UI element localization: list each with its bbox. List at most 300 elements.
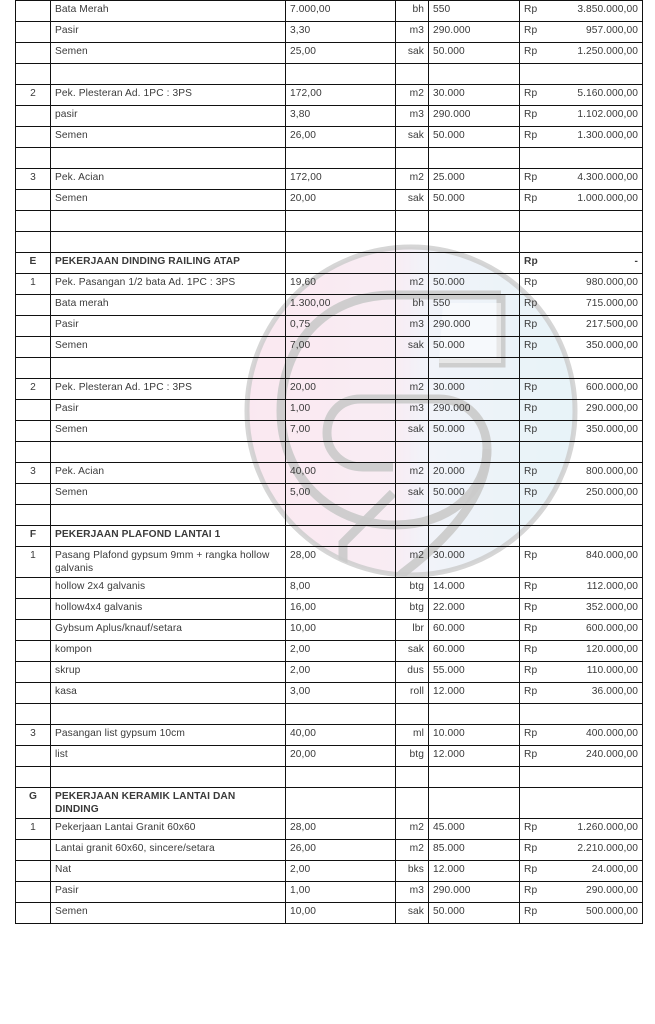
table-section-row	[16, 253, 643, 274]
row-total-cell: 5.160.000,00	[544, 85, 643, 106]
row-number-cell	[16, 861, 51, 882]
row-number-cell	[16, 232, 51, 253]
row-volume-cell: 5,00	[286, 484, 396, 505]
row-unit-price-cell: 60.000	[429, 641, 520, 662]
row-description-cell: hollow 2x4 galvanis	[51, 578, 286, 599]
row-number-cell	[16, 400, 51, 421]
row-total-cell	[544, 505, 643, 526]
row-number-cell: 1	[16, 274, 51, 295]
row-currency-cell: Rp	[520, 43, 544, 64]
row-number-cell	[16, 316, 51, 337]
row-description-cell: Pekerjaan Lantai Granit 60x60	[51, 819, 286, 840]
row-unit-cell	[396, 505, 429, 526]
row-description-cell: Pek. Plesteran Ad. 1PC : 3PS	[51, 85, 286, 106]
row-unit-price-cell: 50.000	[429, 903, 520, 924]
table-row	[16, 190, 643, 211]
row-volume-cell: 26,00	[286, 127, 396, 148]
row-number-cell	[16, 882, 51, 903]
row-currency-cell	[520, 505, 544, 526]
row-currency-cell: Rp	[520, 1, 544, 22]
row-description-cell: pasir	[51, 106, 286, 127]
row-description-cell: Pasir	[51, 882, 286, 903]
table-row	[16, 295, 643, 316]
row-volume-cell	[286, 211, 396, 232]
table-row	[16, 840, 643, 861]
row-volume-cell: 28,00	[286, 547, 396, 578]
table-spacer-row	[16, 358, 643, 379]
row-description-cell	[51, 64, 286, 85]
row-number-cell	[16, 683, 51, 704]
table-row	[16, 169, 643, 190]
row-total-cell: 120.000,00	[544, 641, 643, 662]
row-volume-cell: 1.300,00	[286, 295, 396, 316]
row-unit-cell	[396, 64, 429, 85]
row-unit-cell: m3	[396, 400, 429, 421]
row-volume-cell: 40,00	[286, 725, 396, 746]
row-volume-cell	[286, 148, 396, 169]
row-total-cell	[544, 788, 643, 819]
row-total-cell	[544, 232, 643, 253]
row-unit-cell	[396, 358, 429, 379]
row-description-cell: Pasir	[51, 22, 286, 43]
row-volume-cell: 40,00	[286, 463, 396, 484]
row-number-cell	[16, 127, 51, 148]
row-unit-price-cell: 550	[429, 295, 520, 316]
row-currency-cell: Rp	[520, 484, 544, 505]
row-unit-price-cell: 50.000	[429, 190, 520, 211]
row-currency-cell: Rp	[520, 337, 544, 358]
row-total-cell: 1.250.000,00	[544, 43, 643, 64]
row-unit-cell: sak	[396, 421, 429, 442]
row-currency-cell	[520, 704, 544, 725]
row-description-cell: Nat	[51, 861, 286, 882]
row-unit-cell: sak	[396, 190, 429, 211]
row-currency-cell: Rp	[520, 190, 544, 211]
row-description-cell: Lantai granit 60x60, sincere/setara	[51, 840, 286, 861]
row-description-cell	[51, 442, 286, 463]
row-description-cell: Bata Merah	[51, 1, 286, 22]
row-currency-cell: Rp	[520, 882, 544, 903]
row-unit-price-cell: 50.000	[429, 421, 520, 442]
row-volume-cell: 1,00	[286, 882, 396, 903]
row-currency-cell	[520, 148, 544, 169]
row-unit-price-cell	[429, 788, 520, 819]
row-unit-price-cell: 290.000	[429, 22, 520, 43]
row-currency-cell: Rp	[520, 620, 544, 641]
row-unit-cell: btg	[396, 599, 429, 620]
row-volume-cell: 28,00	[286, 819, 396, 840]
table-row	[16, 746, 643, 767]
row-volume-cell	[286, 253, 396, 274]
row-number-cell	[16, 505, 51, 526]
row-number-cell	[16, 1, 51, 22]
row-unit-cell: bh	[396, 295, 429, 316]
row-currency-cell: Rp	[520, 274, 544, 295]
cost-estimate-table	[15, 0, 643, 924]
row-total-cell	[544, 211, 643, 232]
row-number-cell	[16, 578, 51, 599]
row-number-cell	[16, 641, 51, 662]
row-volume-cell: 19,60	[286, 274, 396, 295]
row-volume-cell: 2,00	[286, 861, 396, 882]
row-volume-cell: 3,00	[286, 683, 396, 704]
table-row	[16, 662, 643, 683]
row-volume-cell: 2,00	[286, 641, 396, 662]
row-description-cell: PEKERJAAN PLAFOND LANTAI 1	[51, 526, 286, 547]
row-currency-cell: Rp	[520, 903, 544, 924]
row-description-cell: Pek. Pasangan 1/2 bata Ad. 1PC : 3PS	[51, 274, 286, 295]
table-spacer-row	[16, 505, 643, 526]
row-volume-cell: 20,00	[286, 379, 396, 400]
row-volume-cell: 172,00	[286, 169, 396, 190]
row-unit-price-cell: 60.000	[429, 620, 520, 641]
row-number-cell	[16, 840, 51, 861]
row-description-cell: skrup	[51, 662, 286, 683]
row-unit-price-cell	[429, 442, 520, 463]
table-row	[16, 127, 643, 148]
row-description-cell	[51, 148, 286, 169]
row-unit-cell: m2	[396, 274, 429, 295]
row-unit-price-cell: 30.000	[429, 379, 520, 400]
row-currency-cell: Rp	[520, 840, 544, 861]
row-unit-cell: sak	[396, 484, 429, 505]
row-description-cell: Semen	[51, 190, 286, 211]
table-row	[16, 379, 643, 400]
row-number-cell: 2	[16, 379, 51, 400]
table-row	[16, 85, 643, 106]
row-volume-cell: 3,30	[286, 22, 396, 43]
row-description-cell: hollow4x4 galvanis	[51, 599, 286, 620]
table-spacer-row	[16, 767, 643, 788]
row-volume-cell: 2,00	[286, 662, 396, 683]
row-unit-price-cell: 25.000	[429, 169, 520, 190]
row-unit-cell	[396, 211, 429, 232]
row-description-cell: Pek. Plesteran Ad. 1PC : 3PS	[51, 379, 286, 400]
row-total-cell: 4.300.000,00	[544, 169, 643, 190]
row-number-cell: 3	[16, 463, 51, 484]
row-description-cell: kasa	[51, 683, 286, 704]
row-total-cell: 500.000,00	[544, 903, 643, 924]
row-total-cell: 290.000,00	[544, 400, 643, 421]
row-description-cell	[51, 505, 286, 526]
table-spacer-row	[16, 211, 643, 232]
row-currency-cell: Rp	[520, 819, 544, 840]
table-row	[16, 337, 643, 358]
row-number-cell	[16, 22, 51, 43]
table-spacer-row	[16, 64, 643, 85]
row-description-cell: Pek. Acian	[51, 463, 286, 484]
row-volume-cell: 0,75	[286, 316, 396, 337]
table-spacer-row	[16, 704, 643, 725]
row-volume-cell	[286, 442, 396, 463]
row-unit-cell	[396, 442, 429, 463]
row-number-cell: 3	[16, 169, 51, 190]
row-total-cell: 2.210.000,00	[544, 840, 643, 861]
row-description-cell: Pasang Plafond gypsum 9mm + rangka hollow galvanis	[51, 547, 286, 578]
row-total-cell: -	[544, 253, 643, 274]
row-total-cell: 600.000,00	[544, 620, 643, 641]
row-currency-cell: Rp	[520, 127, 544, 148]
row-total-cell: 400.000,00	[544, 725, 643, 746]
row-total-cell: 957.000,00	[544, 22, 643, 43]
row-unit-price-cell	[429, 64, 520, 85]
row-unit-price-cell: 45.000	[429, 819, 520, 840]
table-row	[16, 1, 643, 22]
row-unit-cell: m2	[396, 169, 429, 190]
row-unit-price-cell: 50.000	[429, 274, 520, 295]
row-volume-cell: 7,00	[286, 421, 396, 442]
row-unit-price-cell	[429, 767, 520, 788]
row-total-cell: 290.000,00	[544, 882, 643, 903]
row-total-cell: 240.000,00	[544, 746, 643, 767]
row-number-cell	[16, 337, 51, 358]
row-unit-cell	[396, 788, 429, 819]
row-unit-cell: sak	[396, 641, 429, 662]
table-row	[16, 43, 643, 64]
row-total-cell: 1.102.000,00	[544, 106, 643, 127]
row-number-cell	[16, 211, 51, 232]
row-unit-cell: m3	[396, 316, 429, 337]
row-currency-cell: Rp	[520, 253, 544, 274]
row-description-cell: Pasir	[51, 400, 286, 421]
row-description-cell	[51, 232, 286, 253]
row-total-cell: 800.000,00	[544, 463, 643, 484]
row-total-cell: 840.000,00	[544, 547, 643, 578]
row-number-cell	[16, 484, 51, 505]
row-currency-cell	[520, 788, 544, 819]
row-total-cell: 217.500,00	[544, 316, 643, 337]
row-volume-cell: 10,00	[286, 903, 396, 924]
row-unit-price-cell: 290.000	[429, 400, 520, 421]
row-volume-cell: 8,00	[286, 578, 396, 599]
row-currency-cell: Rp	[520, 22, 544, 43]
row-unit-cell: m3	[396, 22, 429, 43]
row-description-cell	[51, 211, 286, 232]
table-row	[16, 819, 643, 840]
row-volume-cell: 3,80	[286, 106, 396, 127]
row-volume-cell	[286, 505, 396, 526]
row-unit-price-cell: 50.000	[429, 43, 520, 64]
row-unit-cell: m2	[396, 547, 429, 578]
row-volume-cell	[286, 788, 396, 819]
row-unit-cell: sak	[396, 127, 429, 148]
row-total-cell: 1.000.000,00	[544, 190, 643, 211]
row-number-cell	[16, 620, 51, 641]
table-row	[16, 463, 643, 484]
row-volume-cell	[286, 704, 396, 725]
table-section-row	[16, 788, 643, 819]
row-number-cell	[16, 295, 51, 316]
row-currency-cell: Rp	[520, 295, 544, 316]
row-currency-cell: Rp	[520, 169, 544, 190]
row-description-cell: PEKERJAAN DINDING RAILING ATAP	[51, 253, 286, 274]
row-total-cell: 352.000,00	[544, 599, 643, 620]
table-row	[16, 903, 643, 924]
row-unit-cell	[396, 232, 429, 253]
row-unit-cell: m2	[396, 819, 429, 840]
row-description-cell: Semen	[51, 337, 286, 358]
row-unit-price-cell	[429, 253, 520, 274]
row-number-cell	[16, 190, 51, 211]
row-unit-cell: btg	[396, 578, 429, 599]
row-currency-cell	[520, 442, 544, 463]
row-currency-cell: Rp	[520, 578, 544, 599]
row-total-cell: 24.000,00	[544, 861, 643, 882]
row-volume-cell: 7,00	[286, 337, 396, 358]
row-unit-price-cell: 12.000	[429, 746, 520, 767]
row-unit-cell: m3	[396, 882, 429, 903]
row-unit-price-cell: 55.000	[429, 662, 520, 683]
row-number-cell: G	[16, 788, 51, 819]
row-total-cell: 3.850.000,00	[544, 1, 643, 22]
table-row	[16, 641, 643, 662]
row-unit-price-cell: 12.000	[429, 861, 520, 882]
row-unit-price-cell	[429, 505, 520, 526]
table-row	[16, 547, 643, 578]
row-unit-price-cell	[429, 211, 520, 232]
row-number-cell	[16, 704, 51, 725]
row-currency-cell: Rp	[520, 400, 544, 421]
row-unit-price-cell: 12.000	[429, 683, 520, 704]
row-description-cell: Semen	[51, 43, 286, 64]
row-currency-cell: Rp	[520, 463, 544, 484]
row-total-cell	[544, 64, 643, 85]
row-number-cell	[16, 421, 51, 442]
row-currency-cell: Rp	[520, 861, 544, 882]
row-volume-cell: 26,00	[286, 840, 396, 861]
row-description-cell: PEKERJAAN KERAMIK LANTAI DAN DINDING	[51, 788, 286, 819]
table-spacer-row	[16, 148, 643, 169]
table-row	[16, 683, 643, 704]
row-volume-cell: 10,00	[286, 620, 396, 641]
row-total-cell: 715.000,00	[544, 295, 643, 316]
row-unit-cell: btg	[396, 746, 429, 767]
row-number-cell	[16, 106, 51, 127]
row-unit-cell	[396, 767, 429, 788]
row-total-cell: 1.300.000,00	[544, 127, 643, 148]
row-description-cell: Pek. Acian	[51, 169, 286, 190]
row-description-cell	[51, 704, 286, 725]
table-row	[16, 400, 643, 421]
row-unit-cell: sak	[396, 43, 429, 64]
row-unit-price-cell: 30.000	[429, 547, 520, 578]
row-unit-cell: bh	[396, 1, 429, 22]
row-volume-cell: 16,00	[286, 599, 396, 620]
row-volume-cell	[286, 232, 396, 253]
row-description-cell: Semen	[51, 903, 286, 924]
table-section-row	[16, 526, 643, 547]
row-number-cell	[16, 358, 51, 379]
row-number-cell	[16, 64, 51, 85]
row-unit-price-cell: 290.000	[429, 106, 520, 127]
row-description-cell: Pasangan list gypsum 10cm	[51, 725, 286, 746]
table-row	[16, 620, 643, 641]
row-total-cell	[544, 442, 643, 463]
row-unit-cell: sak	[396, 903, 429, 924]
row-unit-cell	[396, 148, 429, 169]
row-total-cell: 1.260.000,00	[544, 819, 643, 840]
row-unit-cell	[396, 704, 429, 725]
row-total-cell: 350.000,00	[544, 337, 643, 358]
row-total-cell: 350.000,00	[544, 421, 643, 442]
row-unit-price-cell: 50.000	[429, 484, 520, 505]
row-currency-cell: Rp	[520, 85, 544, 106]
row-number-cell: 2	[16, 85, 51, 106]
row-total-cell	[544, 767, 643, 788]
row-currency-cell: Rp	[520, 746, 544, 767]
row-number-cell	[16, 599, 51, 620]
row-total-cell: 250.000,00	[544, 484, 643, 505]
row-unit-price-cell: 22.000	[429, 599, 520, 620]
row-unit-price-cell	[429, 148, 520, 169]
table-spacer-row	[16, 232, 643, 253]
row-volume-cell	[286, 358, 396, 379]
row-total-cell	[544, 704, 643, 725]
table-row	[16, 421, 643, 442]
row-unit-cell: lbr	[396, 620, 429, 641]
row-total-cell: 980.000,00	[544, 274, 643, 295]
row-unit-price-cell	[429, 358, 520, 379]
row-total-cell	[544, 526, 643, 547]
row-currency-cell: Rp	[520, 421, 544, 442]
row-currency-cell: Rp	[520, 683, 544, 704]
table-row	[16, 599, 643, 620]
row-description-cell	[51, 767, 286, 788]
row-total-cell: 110.000,00	[544, 662, 643, 683]
table-row	[16, 484, 643, 505]
row-unit-price-cell	[429, 526, 520, 547]
row-number-cell	[16, 442, 51, 463]
row-unit-price-cell: 85.000	[429, 840, 520, 861]
row-total-cell: 36.000,00	[544, 683, 643, 704]
row-unit-cell: m3	[396, 106, 429, 127]
row-number-cell	[16, 767, 51, 788]
row-number-cell	[16, 148, 51, 169]
row-unit-price-cell: 14.000	[429, 578, 520, 599]
row-currency-cell: Rp	[520, 725, 544, 746]
row-unit-price-cell: 10.000	[429, 725, 520, 746]
row-unit-price-cell: 550	[429, 1, 520, 22]
row-description-cell: Semen	[51, 421, 286, 442]
row-unit-cell: sak	[396, 337, 429, 358]
row-currency-cell	[520, 526, 544, 547]
row-description-cell: Pasir	[51, 316, 286, 337]
row-number-cell	[16, 662, 51, 683]
row-total-cell: 112.000,00	[544, 578, 643, 599]
row-number-cell: 1	[16, 819, 51, 840]
row-unit-price-cell: 50.000	[429, 337, 520, 358]
row-unit-cell: m2	[396, 463, 429, 484]
row-volume-cell	[286, 526, 396, 547]
row-description-cell: Semen	[51, 484, 286, 505]
table-row	[16, 106, 643, 127]
row-unit-price-cell: 290.000	[429, 882, 520, 903]
row-currency-cell	[520, 211, 544, 232]
table-row	[16, 274, 643, 295]
table-row	[16, 725, 643, 746]
row-unit-price-cell: 50.000	[429, 127, 520, 148]
row-unit-cell: ml	[396, 725, 429, 746]
row-currency-cell: Rp	[520, 547, 544, 578]
row-unit-cell: roll	[396, 683, 429, 704]
row-volume-cell	[286, 64, 396, 85]
row-currency-cell: Rp	[520, 641, 544, 662]
row-total-cell	[544, 148, 643, 169]
row-volume-cell: 7.000,00	[286, 1, 396, 22]
row-unit-cell: bks	[396, 861, 429, 882]
row-unit-price-cell: 30.000	[429, 85, 520, 106]
row-volume-cell: 172,00	[286, 85, 396, 106]
